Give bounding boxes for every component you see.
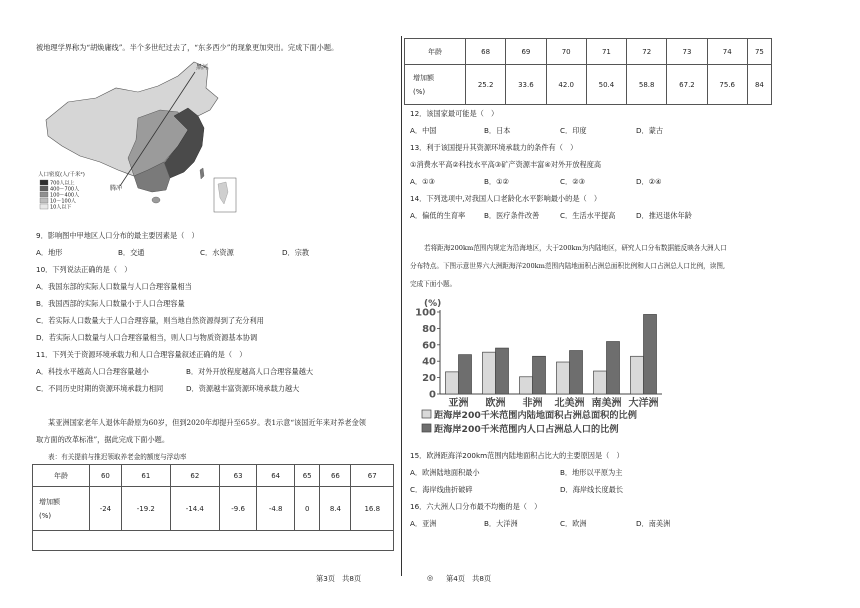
q12-option-a[interactable]: A．中国 [410, 126, 437, 135]
q10-option-b[interactable]: B．我国西部的实际人口数量小于人口合理容量 [36, 299, 185, 308]
china-population-density-map [38, 58, 250, 222]
value-cell: 8.4 [320, 487, 351, 531]
value-cell: 58.8 [627, 65, 667, 105]
bar-land [446, 372, 459, 394]
age-cell: 66 [320, 465, 351, 487]
value-cell: 33.6 [506, 65, 546, 105]
age-cell: 73 [667, 39, 707, 65]
pension-table-right [404, 38, 772, 105]
age-cell: 62 [170, 465, 219, 487]
passage3-line2: 分布特点。下图示意世界六大洲距海洋200km范围内陆地面积占洲总面积比例和人口占洲总人口比例，读图, [410, 262, 726, 270]
age-cell: 63 [219, 465, 257, 487]
q13-option-b[interactable]: B．①② [484, 177, 510, 186]
map-legend-title: 人口密度(人/千米²) [38, 172, 85, 178]
q14-stem: 14．下列选项中,对我国人口老龄化水平影响最小的是（ ） [410, 194, 602, 203]
age-cell: 70 [546, 39, 586, 65]
q9-option-c[interactable]: C．水资源 [200, 248, 234, 257]
bar-land [520, 377, 533, 394]
y-tick-label: 40 [422, 356, 436, 368]
table-header-age: 年龄 [405, 39, 466, 65]
page-footer-right: 第4页 共8页 [446, 574, 492, 583]
value-cell: 50.4 [586, 65, 626, 105]
value-cell: 75.6 [707, 65, 747, 105]
q13-option-d[interactable]: D．②④ [636, 177, 662, 186]
value-cell: 84 [747, 65, 771, 105]
age-cell: 69 [506, 39, 546, 65]
q10-option-a[interactable]: A．我国东部的实际人口数量与人口合理容量相当 [36, 282, 192, 291]
q11-option-c[interactable]: C．不同历史时期的资源环境承载力相同 [36, 384, 164, 393]
table-header-increase: 增加额 [39, 497, 60, 506]
q15-option-b[interactable]: B．地形以平原为主 [560, 468, 623, 477]
category-label: 亚洲 [448, 398, 469, 409]
age-cell: 71 [586, 39, 626, 65]
continent-bar-chart [415, 296, 666, 438]
legend-label: 距海岸200千米范围内人口占洲总人口的比例 [434, 424, 619, 435]
category-label: 欧洲 [485, 398, 506, 409]
value-cell: -19.2 [121, 487, 170, 531]
legend-item-1: 700人以上 [50, 180, 75, 187]
q9-stem: 9．影响图中甲地区人口分布的最主要因素是（ ） [36, 231, 199, 240]
bar-land [483, 352, 496, 394]
bar-population [496, 348, 509, 394]
value-cell: 25.2 [466, 65, 506, 105]
value-cell: 0 [294, 487, 319, 531]
category-label: 大洋洲 [628, 398, 659, 409]
q13-option-c[interactable]: C．②③ [560, 177, 586, 186]
q12-option-c[interactable]: C．印度 [560, 126, 587, 135]
q10-option-c[interactable]: C．若实际人口数量大于人口合理容量，则当地自然资源得到了充分利用 [36, 316, 264, 325]
age-cell: 75 [747, 39, 771, 65]
q13-stem: 13．利于该国提升其资源环境承载力的条件有（ ） [410, 143, 578, 152]
passage2-line2: 取方面的改革标准”，据此完成下面小题。 [36, 435, 170, 444]
q16-option-b[interactable]: B．大洋洲 [484, 519, 518, 528]
bar-land [557, 362, 570, 394]
q15-option-c[interactable]: C．海岸线曲折破碎 [410, 485, 473, 494]
value-cell: -9.6 [219, 487, 257, 531]
q12-stem: 12．该国家最可能是（ ） [410, 109, 499, 118]
q15-option-d[interactable]: D．海岸线长度最长 [560, 485, 624, 494]
q16-option-d[interactable]: D．南美洲 [636, 519, 671, 528]
bar-population [570, 351, 583, 394]
q16-stem: 16．六大洲人口分布最不均衡的是（ ） [410, 502, 542, 511]
value-cell: -4.8 [257, 487, 295, 531]
q9-option-b[interactable]: B．交通 [118, 248, 145, 257]
bar-population [533, 356, 546, 394]
q12-option-d[interactable]: D．蒙古 [636, 126, 664, 135]
q14-option-a[interactable]: A．偏低的生育率 [410, 211, 466, 220]
age-cell: 68 [466, 39, 506, 65]
legend-item-5: 10人以下 [50, 204, 72, 211]
q14-option-c[interactable]: C．生活水平提高 [560, 211, 616, 220]
map-label-heihe: 黑河 [196, 64, 209, 71]
bar-population [607, 342, 620, 394]
table-header-unit: (%) [413, 87, 426, 96]
q11-option-d[interactable]: D．资源越丰富资源环境承载力越大 [186, 384, 300, 393]
age-cell: 72 [627, 39, 667, 65]
q15-option-a[interactable]: A．欧洲陆地面积最小 [410, 468, 480, 477]
age-cell: 61 [121, 465, 170, 487]
q11-option-a[interactable]: A．科技水平越高人口合理容量越小 [36, 367, 149, 376]
map-hainan [152, 197, 160, 203]
q13-option-a[interactable]: A．①③ [410, 177, 435, 186]
value-cell: -24 [90, 487, 122, 531]
y-tick-label: 80 [422, 323, 436, 335]
center-marker-icon: ◎ [427, 574, 434, 582]
value-cell: 16.8 [351, 487, 394, 531]
page-footer-left: 第3页 共8页 [316, 574, 362, 583]
q14-option-b[interactable]: B．医疗条件改善 [484, 211, 540, 220]
value-cell: -14.4 [170, 487, 219, 531]
value-cell: 42.0 [546, 65, 586, 105]
age-cell: 67 [351, 465, 394, 487]
q13-conditions: ①消费水平高②科技水平高③矿产资源丰富④对外开放程度高 [410, 160, 602, 169]
q9-option-d[interactable]: D．宗教 [282, 248, 310, 257]
map-taiwan [200, 168, 204, 179]
legend-swatch [422, 410, 431, 418]
passage2-line1: 某亚洲国家老年人退休年龄原为60岁，但到2020年却提升至65岁。表1示意“该国近年来对养老金领 [48, 418, 366, 427]
q10-option-d[interactable]: D．若实际人口数量与人口合理容量相当，则人口与物质资源基本协调 [36, 333, 258, 342]
category-label: 南美洲 [591, 398, 622, 409]
bar-land [631, 356, 644, 394]
map-label-tengchong: 腾冲 [110, 185, 123, 192]
q15-stem: 15．欧洲距海洋200km范围内陆地面积占比大的主要原因是（ ） [410, 451, 624, 460]
q14-option-d[interactable]: D．推迟退休年龄 [636, 211, 692, 220]
age-cell: 60 [90, 465, 122, 487]
category-label: 非洲 [522, 398, 543, 409]
value-cell: 67.2 [667, 65, 707, 105]
bar-population [644, 314, 657, 394]
page-divider [401, 36, 402, 576]
passage3-line3: 完成下面小题。 [410, 280, 457, 288]
bar-land [594, 371, 607, 394]
table-header-increase: 增加额 [413, 73, 434, 82]
y-tick-label: 60 [422, 340, 436, 352]
table-header-age: 年龄 [33, 465, 90, 487]
legend-item-2: 400～700人 [50, 186, 80, 193]
q11-stem: 11．下列关于资源环境承载力和人口合理容量叙述正确的是（ ） [36, 350, 247, 359]
q9-option-a[interactable]: A．地形 [36, 248, 63, 257]
y-axis-label: (%) [424, 299, 442, 309]
q10-stem: 10．下列说法正确的是（ ） [36, 265, 132, 274]
intro-line: 被地理学界称为“胡焕庸线”。半个多世纪过去了，“东多西少”的现象更加突出。完成下面小题。 [36, 43, 339, 52]
q16-option-c[interactable]: C．欧洲 [560, 519, 587, 528]
q12-option-b[interactable]: B．日本 [484, 126, 511, 135]
bar-population [459, 355, 472, 394]
q11-option-b[interactable]: B．对外开放程度越高人口合理容量越大 [186, 367, 314, 376]
pension-table-left [32, 464, 394, 551]
q16-option-a[interactable]: A．亚洲 [410, 519, 437, 528]
age-cell: 65 [294, 465, 319, 487]
age-cell: 64 [257, 465, 295, 487]
y-tick-label: 100 [415, 307, 436, 319]
legend-swatch [422, 424, 431, 432]
y-tick-label: 20 [422, 373, 436, 385]
age-cell: 74 [707, 39, 747, 65]
table-header-unit: (%) [39, 511, 52, 520]
passage3-line1: 若将距海200km范围内规定为沿海地区，大于200km为内陆地区，研究人口分布数据能反映各大洲人口 [424, 244, 727, 252]
y-tick-label: 0 [429, 389, 436, 401]
category-label: 北美洲 [554, 398, 585, 409]
legend-label: 距海岸200千米范围内陆地面积占洲总面积的比例 [434, 410, 637, 421]
legend-item-4: 10～100人 [50, 198, 76, 205]
table-caption: 表：有关提前与推迟领取养老金的额度与浮动率 [48, 453, 187, 461]
legend-item-3: 100～400人 [50, 192, 80, 199]
